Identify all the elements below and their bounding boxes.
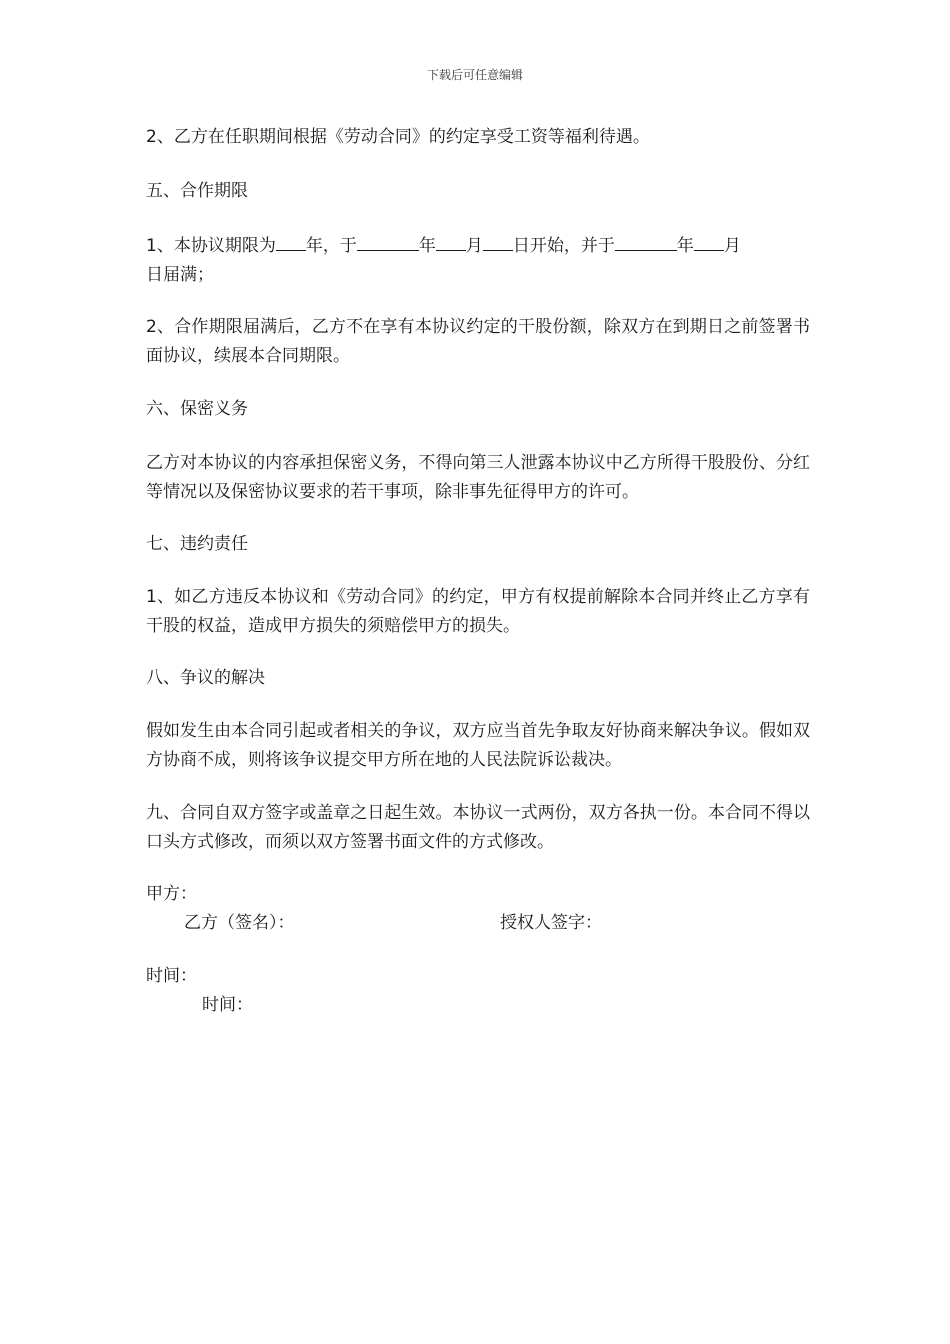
- party-a-label: 甲方：: [146, 884, 197, 904]
- section-heading-term: 五、合作期限: [146, 181, 248, 201]
- authorized-signature-label: 授权人签字：: [500, 913, 602, 933]
- clause-confidentiality: 乙方对本协议的内容承担保密义务，不得向第三人泄露本协议中乙方所得干股股份、分红等情况以及保密协议要求的若干事项，除非事先征得甲方的许可。: [146, 453, 810, 502]
- clause-liability: 1、如乙方违反本协议和《劳动合同》的约定，甲方有权提前解除本合同并终止乙方享有干股的权益，造成甲方损失的须赔偿甲方的损失。: [146, 587, 810, 636]
- clause-salary: 2、乙方在任职期间根据《劳动合同》的约定享受工资等福利待遇。: [146, 127, 650, 147]
- clause-effectiveness: 九、合同自双方签字或盖章之日起生效。本协议一式两份，双方各执一份。本合同不得以口头方式修改，而须以双方签署书面文件的方式修改。: [146, 803, 810, 852]
- section-heading-liability: 七、违约责任: [146, 534, 248, 554]
- section-heading-confidentiality: 六、保密义务: [146, 399, 248, 419]
- party-b-signature-label: 乙方（签名）：: [184, 913, 295, 933]
- time-label-a: 时间：: [146, 966, 197, 986]
- page-header: 下载后可任意编辑: [426, 68, 523, 82]
- clause-dispute: 假如发生由本合同引起或者相关的争议，双方应当首先争取友好协商来解决争议。假如双方协商不成，则将该争议提交甲方所在地的人民法院诉讼裁决。: [146, 721, 810, 770]
- section-heading-dispute: 八、争议的解决: [146, 668, 265, 688]
- blank-start-year: [357, 230, 419, 251]
- blank-start-month: [436, 230, 466, 251]
- blank-end-year: [615, 230, 677, 251]
- time-label-b: 时间：: [202, 995, 253, 1015]
- clause-term-period: 1、本协议期限为 年，于 年 月 日开始，并于 年 月 日届满；: [146, 230, 810, 290]
- clause-term-expiry: 2、合作期限届满后，乙方不在享有本协议约定的干股份额，除双方在到期日之前签署书面协议，续展本合同期限。: [146, 317, 810, 366]
- blank-years: [276, 230, 306, 251]
- blank-end-month: [694, 230, 724, 251]
- blank-start-day: [483, 230, 513, 251]
